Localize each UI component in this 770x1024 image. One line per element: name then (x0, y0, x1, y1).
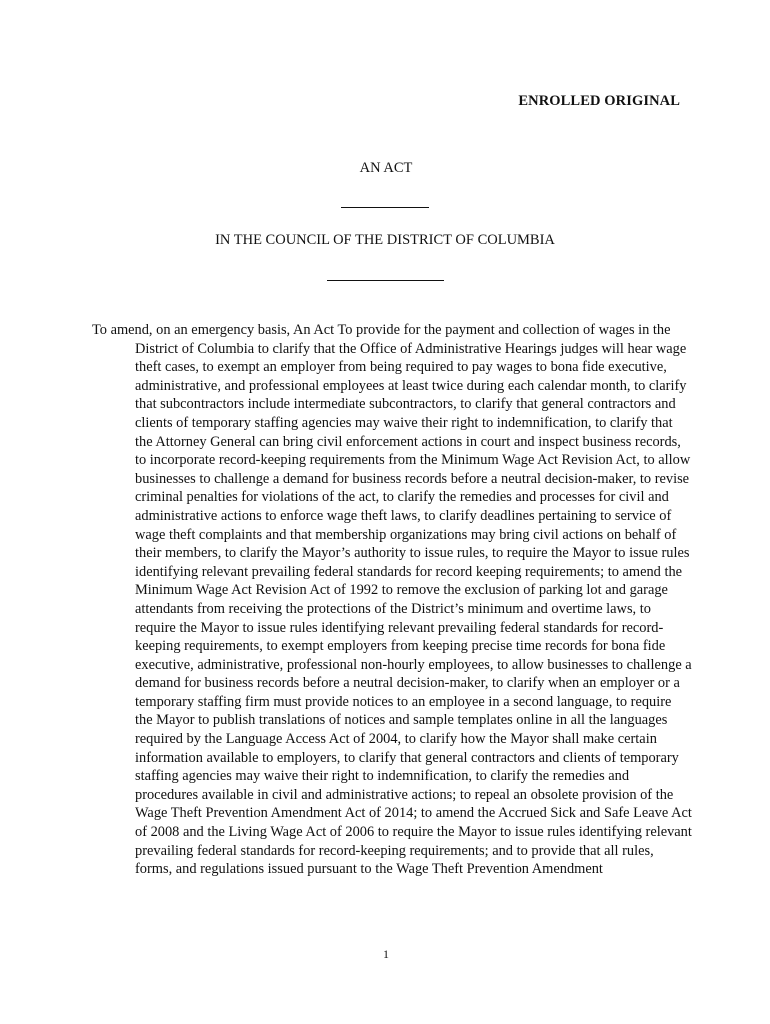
enrolled-original-label: ENROLLED ORIGINAL (518, 93, 680, 109)
act-description-paragraph: To amend, on an emergency basis, An Act To provide for the payment and collection of wages in the District of Columbia to clarify that the Office of Administrative Hearings judges will hear wage theft cases, to exempt an employer from being required to pay wages to bona fide executive, administrative, and professional employees at least twice during each calendar month, to clarify that subcontractors include intermediate subcontractors, to clarify that general contractors and clients of temporary staffing agencies may waive their right to indemnification, to clarify that the Attorney General can bring civil enforcement actions in court and inspect business records, to incorporate record-keeping requirements from the Minimum Wage Act Revision Act, to allow businesses to challenge a demand for business records before a neutral decision-maker, to revise criminal penalties for violations of the act, to clarify the remedies and processes for civil and administrative actions to enforce wage theft laws, to clarify deadlines pertaining to service of wage theft complaints and that membership organizations may bring civil actions on behalf of their members, to clarify the Mayor’s authority to issue rules, to require the Mayor to issue rules identifying relevant prevailing federal standards for record keeping requirements; to amend the Minimum Wage Act Revision Act of 1992 to remove the exclusion of parking lot and garage attendants from receiving the protections of the District’s minimum and overtime laws, to require the Mayor to issue rules identifying relevant prevailing federal standards for record-keeping requirements, to exempt employers from keeping precise time records for bona fide executive, administrative, professional non-hourly employees, to allow businesses to challenge a demand for business records before a neutral decision-maker, to clarify when an employer or a temporary staffing firm must provide notices to an employee in a second language, to require the Mayor to publish translations of notices and sample templates online in all the languages required by the Language Access Act of 2004, to clarify how the Mayor shall make certain information available to employers, to clarify that general contractors and clients of temporary staffing agencies may waive their right to indemnification, to clarify the remedies and procedures available in civil and administrative actions; to repeal an obsolete provision of the Wage Theft Prevention Amendment Act of 2014; to amend the Accrued Sick and Safe Leave Act of 2008 and the Living Wage Act of 2006 to require the Mayor to issue rules identifying relevant prevailing federal standards for record-keeping requirements; and to provide that all rules, forms, and regulations issued pursuant to the Wage Theft Prevention Amendment (92, 322, 692, 878)
council-heading: IN THE COUNCIL OF THE DISTRICT OF COLUMBIA (215, 232, 555, 248)
title-underline-rule (341, 207, 429, 208)
page-number: 1 (383, 947, 389, 961)
council-underline-rule (327, 280, 444, 281)
act-title: AN ACT (359, 160, 413, 176)
